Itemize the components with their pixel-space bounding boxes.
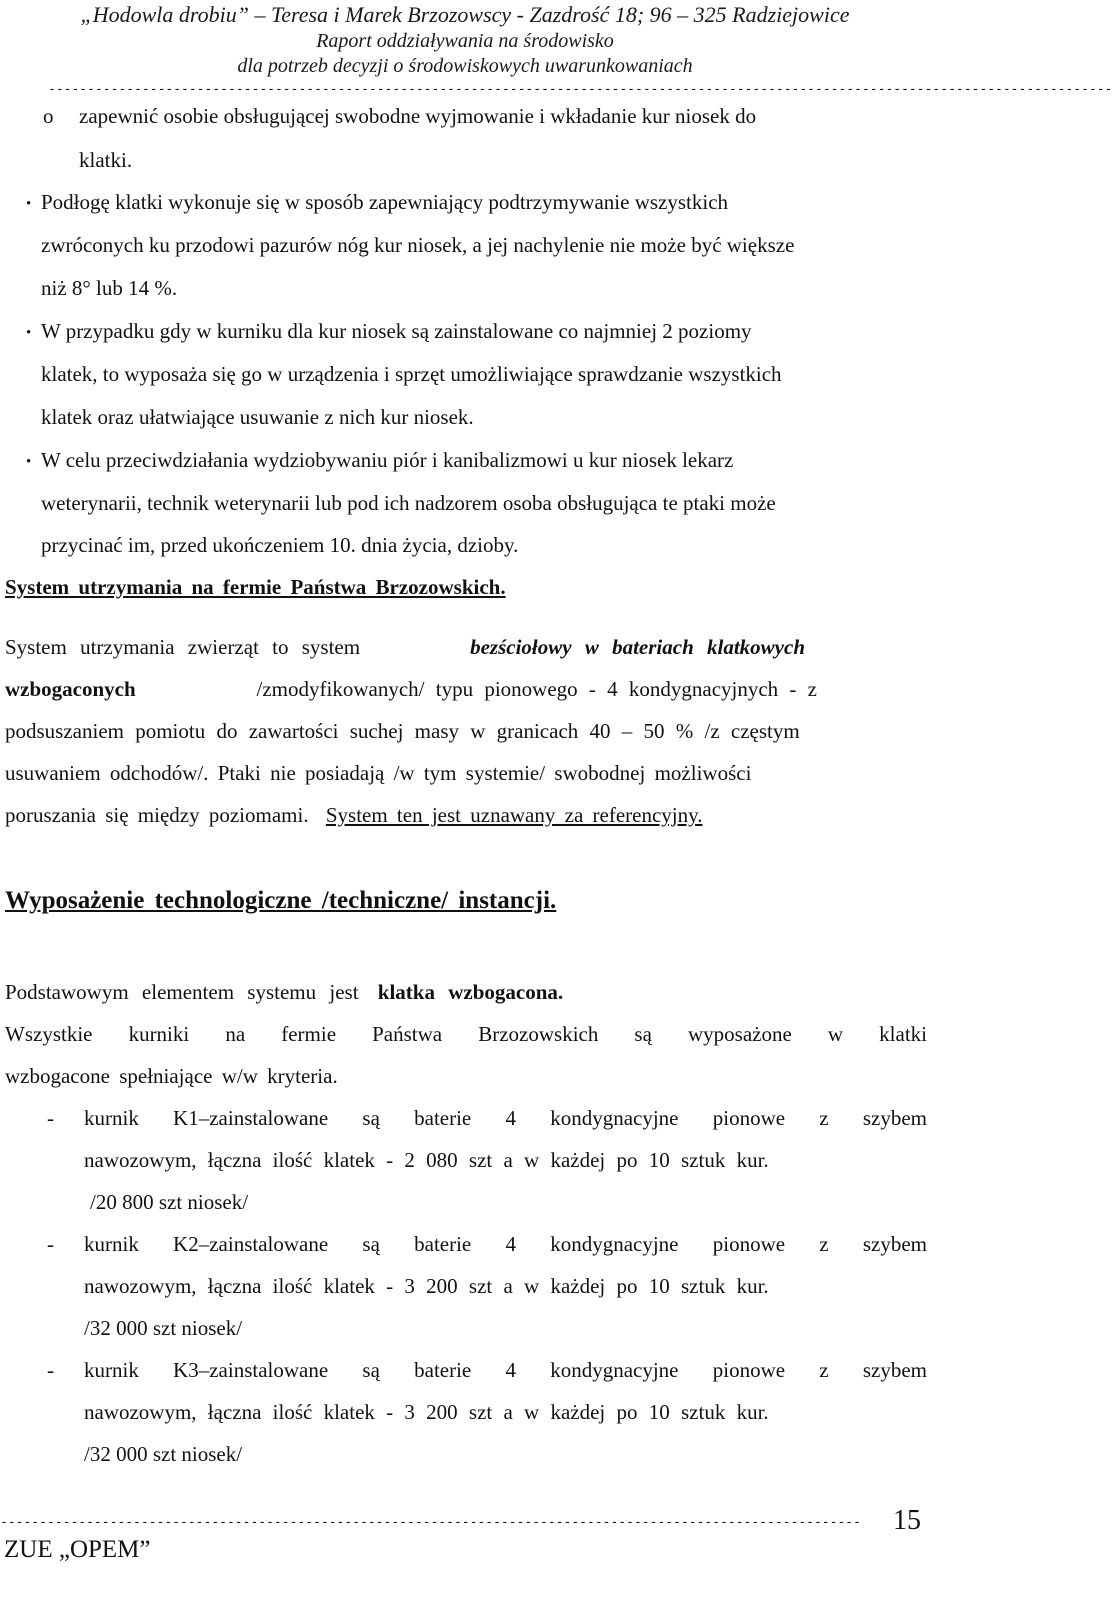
- section1-p-line3: podsuszaniem pomiotu do zawartości suchej masy w granicach 40 – 50 % /z częstym: [5, 719, 800, 743]
- list-dash-icon: -: [47, 1106, 54, 1130]
- bullet-c-line2: klatek, to wyposaża się go w urządzenia i sprzęt umożliwiające sprawdzanie wszystkich: [41, 362, 782, 386]
- list-dash-icon: -: [47, 1358, 54, 1382]
- header-subtitle-2: dla potrzeb decyzji o środowiskowych uwarunkowaniach: [237, 55, 693, 77]
- list-dash-icon: -: [47, 1232, 54, 1256]
- bullet-b-line3: niż 8° lub 14 %.: [41, 276, 178, 300]
- circle-bullet-icon: o: [43, 104, 54, 128]
- k2-line2: nawozowym, łączna ilość klatek - 3 200 szt a w każdej po 10 sztuk kur.: [84, 1274, 769, 1298]
- dot-bullet-icon: •: [26, 454, 32, 470]
- header-title: „Hodowla drobiu” – Teresa i Marek Brzozowscy - Zazdrość 18; 96 – 325 Radziejowice: [80, 2, 850, 27]
- section-heading-equipment: Wyposażenie technologiczne /techniczne/ instancji.: [5, 887, 557, 914]
- bullet-c-line3: klatek oraz ułatwiające usuwanie z nich kur niosek.: [41, 405, 474, 429]
- bullet-a-line2: klatki.: [79, 148, 133, 172]
- section2-p1-text: Podstawowym elementem systemu jest: [5, 980, 359, 1004]
- section1-p-line2: [5, 677, 817, 702]
- footer-company: ZUE „OPEM”: [4, 1536, 151, 1563]
- section2-p1: [5, 980, 563, 1005]
- page-number: 15: [893, 1505, 921, 1536]
- section1-p-line1-text: System utrzymania zwierząt to system: [5, 635, 361, 659]
- bullet-b-line1: Podłogę klatki wykonuje się w sposób zapewniający podtrzymywanie wszystkich: [41, 190, 729, 214]
- dot-bullet-icon: •: [26, 196, 32, 212]
- section1-p-line5: [5, 803, 703, 828]
- k3-line1: kurnik K3–zainstalowane są baterie 4 kondygnacyjne pionowe z szybem: [84, 1358, 927, 1382]
- section2-p2-line2: wzbogacone spełniające w/w kryteria.: [5, 1064, 338, 1088]
- section2-p1-bold: klatka wzbogacona.: [377, 980, 564, 1004]
- section1-p-line1-emphasis: bezściołowy w bateriach klatkowych: [470, 635, 805, 659]
- k1-line1: kurnik K1–zainstalowane są baterie 4 kondygnacyjne pionowe z szybem: [84, 1106, 927, 1130]
- bullet-d-line1: W celu przeciwdziałania wydziobywaniu piór i kanibalizmowi u kur niosek lekarz: [41, 448, 734, 472]
- section1-p-line5-underlined: System ten jest uznawany za referencyjny.: [325, 803, 703, 827]
- dot-bullet-icon: •: [26, 325, 32, 341]
- k2-line1: kurnik K2–zainstalowane są baterie 4 kondygnacyjne pionowe z szybem: [84, 1232, 927, 1256]
- k3-line3: /32 000 szt niosek/: [84, 1442, 243, 1466]
- section2-p2-line1: Wszystkie kurniki na fermie Państwa Brzozowskich są wyposażone w klatki: [5, 1022, 927, 1046]
- k2-line3: /32 000 szt niosek/: [84, 1316, 243, 1340]
- section1-p-line2-text: /zmodyfikowanych/ typu pionowego - 4 kondygnacyjnych - z: [256, 677, 817, 701]
- bullet-c-line1: W przypadku gdy w kurniku dla kur niosek są zainstalowane co najmniej 2 poziomy: [41, 319, 752, 343]
- header-separator: ----------------------------------------------------------------------------------------------------------------------------------------: [48, 82, 1112, 97]
- section-heading-system: System utrzymania na fermie Państwa Brzozowskich.: [5, 575, 506, 599]
- k1-line3: /20 800 szt niosek/: [90, 1190, 249, 1214]
- section1-p-line4: usuwaniem odchodów/. Ptaki nie posiadają /w tym systemie/ swobodnej możliwości: [5, 761, 752, 785]
- k3-line2: nawozowym, łączna ilość klatek - 3 200 szt a w każdej po 10 sztuk kur.: [84, 1400, 769, 1424]
- bullet-a-line1: zapewnić osobie obsługującej swobodne wyjmowanie i wkładanie kur niosek do: [79, 104, 757, 128]
- footer-separator: --------------------------------------------------------------------------------------------------------------: [0, 1515, 861, 1530]
- bullet-d-line2: weterynarii, technik weterynarii lub pod ich nadzorem osoba obsługująca te ptaki może: [41, 491, 776, 515]
- section1-p-line5-text: poruszania się między poziomami.: [5, 803, 309, 827]
- bullet-b-line2: zwróconych ku przodowi pazurów nóg kur niosek, a jej nachylenie nie może być większe: [41, 233, 795, 257]
- header-subtitle: Raport oddziaływania na środowisko: [316, 30, 614, 52]
- bullet-d-line3: przycinać im, przed ukończeniem 10. dnia życia, dzioby.: [41, 533, 519, 557]
- k1-line2: nawozowym, łączna ilość klatek - 2 080 szt a w każdej po 10 sztuk kur.: [84, 1148, 769, 1172]
- section1-p-line2-bold: wzbogaconych: [5, 677, 136, 701]
- section1-p-line1: [5, 635, 805, 660]
